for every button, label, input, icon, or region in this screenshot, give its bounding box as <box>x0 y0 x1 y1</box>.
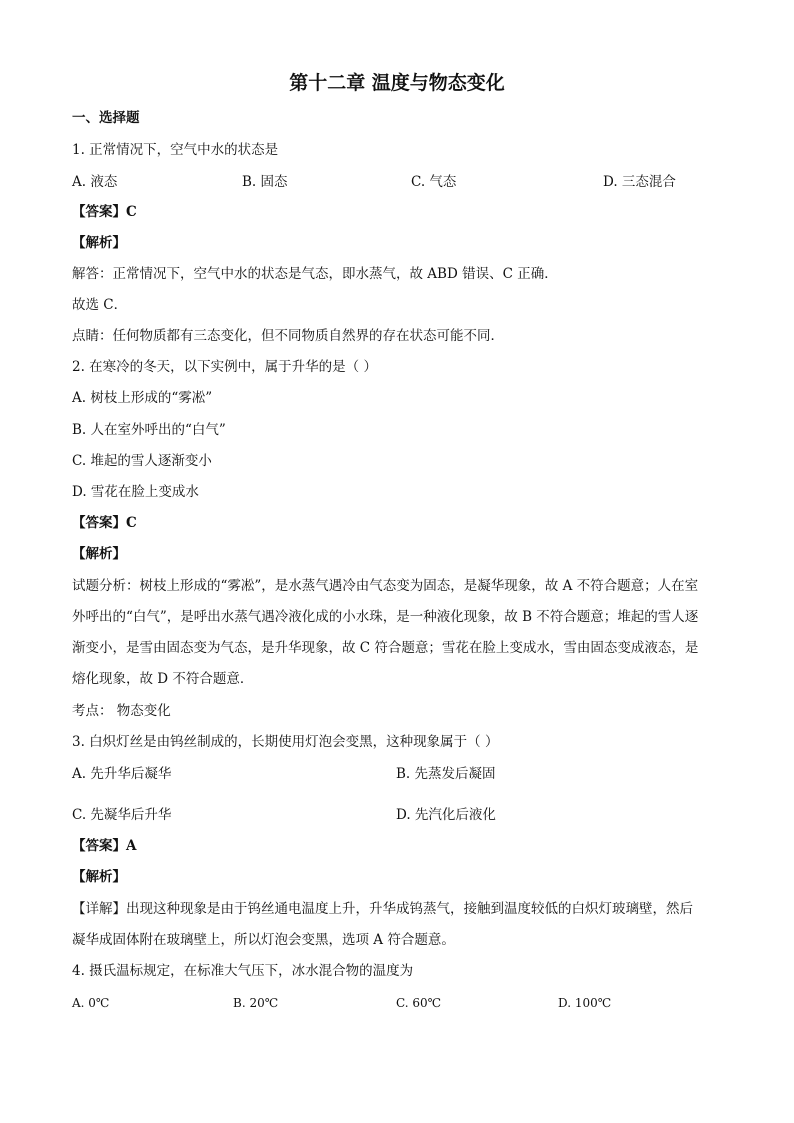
question-2-analysis-line: 渐变小，是雪由固态变为气态，是升华现象，故 C 符合题意；雪花在脸上变成水，雪由固态变成液态，是 <box>72 640 699 656</box>
question-3-option-a: A. 先升华后凝华 <box>72 766 172 782</box>
question-2-analysis-line: 试题分析：树枝上形成的“雾凇”，是水蒸气遇冷由气态变为固态，是凝华现象，故 A 不符合题意；人在室 <box>72 578 699 594</box>
question-3-analysis-label: 【解析】 <box>72 869 126 885</box>
question-1-stem: 1. 正常情况下，空气中水的状态是 <box>72 142 279 158</box>
question-4-option-a: A. 0℃ <box>72 996 110 1010</box>
question-3-option-b: B. 先蒸发后凝固 <box>396 766 496 782</box>
question-2-analysis-label: 【解析】 <box>72 546 126 562</box>
question-1-choose: 故选 C． <box>72 297 128 313</box>
question-4-option-c: C. 60℃ <box>396 996 442 1010</box>
question-1-option-d: D. 三态混合 <box>603 174 676 190</box>
section-heading: 一、选择题 <box>72 110 140 126</box>
question-3-option-d: D. 先汽化后液化 <box>396 807 496 823</box>
question-3-option-c: C. 先凝华后升华 <box>72 807 172 823</box>
question-1-option-b: B. 固态 <box>242 174 288 190</box>
question-1-option-c: C. 气态 <box>411 174 457 190</box>
question-3-answer: 【答案】A <box>72 838 137 854</box>
question-3-stem: 3. 白炽灯丝是由钨丝制成的，长期使用灯泡会变黑，这种现象属于（ ） <box>72 734 499 750</box>
question-3-analysis-line: 【详解】出现这种现象是由于钨丝通电温度上升，升华成钨蒸气，接触到温度较低的白炽灯玻璃壁，然后 <box>72 901 693 917</box>
question-2-option-b: B. 人在室外呼出的“白气” <box>72 422 226 438</box>
question-2-point: 考点： 物态变化 <box>72 703 171 719</box>
question-2-option-d: D. 雪花在脸上变成水 <box>72 484 199 500</box>
question-4-option-b: B. 20℃ <box>233 996 279 1010</box>
question-4-stem: 4. 摄氏温标规定，在标准大气压下，冰水混合物的温度为 <box>72 963 414 979</box>
question-3-analysis-line: 凝华成固体附在玻璃壁上，所以灯泡会变黑，选项 A 符合题意。 <box>72 932 455 948</box>
question-2-analysis-line: 熔化现象，故 D 不符合题意． <box>72 671 254 687</box>
question-1-analysis-label: 【解析】 <box>72 235 126 251</box>
question-2-analysis-line: 外呼出的“白气”，是呼出水蒸气遇冷液化成的小水珠，是一种液化现象，故 B 不符合题意；堆起的雪人逐 <box>72 609 699 625</box>
question-2-stem: 2. 在寒冷的冬天，以下实例中，属于升华的是（ ） <box>72 359 377 375</box>
question-1-answer: 【答案】C <box>72 204 137 220</box>
question-4-option-d: D. 100℃ <box>558 996 612 1010</box>
question-2-option-c: C. 堆起的雪人逐渐变小 <box>72 453 212 469</box>
question-1-option-a: A. 液态 <box>72 174 118 190</box>
chapter-title: 第十二章 温度与物态变化 <box>289 72 505 94</box>
question-1-comment: 点睛：任何物质都有三态变化，但不同物质自然界的存在状态可能不同． <box>72 328 504 344</box>
question-2-option-a: A. 树枝上形成的“雾凇” <box>72 390 213 406</box>
question-2-answer: 【答案】C <box>72 515 137 531</box>
question-1-analysis: 解答：正常情况下，空气中水的状态是气态，即水蒸气，故 ABD 错误、C 正确． <box>72 266 558 282</box>
